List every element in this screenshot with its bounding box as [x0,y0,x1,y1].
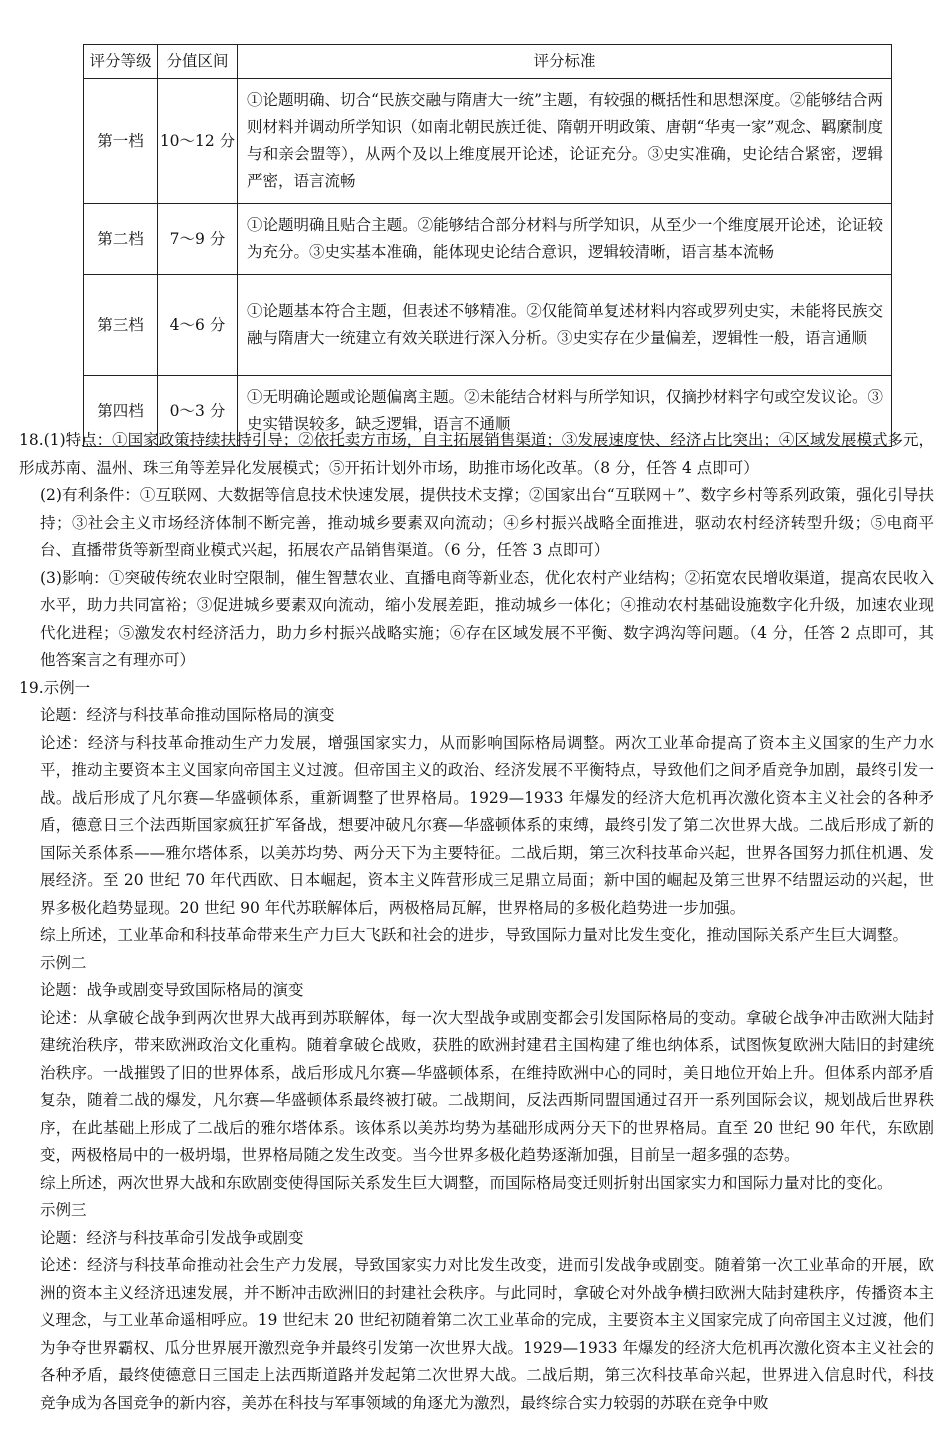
grade-level: 第三档 [84,275,158,376]
example2-thesis: 论题：战争或剧变导致国际格局的演变 [40,981,304,999]
header-range: 分值区间 [158,45,238,79]
grade-criteria: ①论题明确、切合“民族交融与隋唐大一统”主题，有较强的概括性和思想深度。②能够结合两则材料并调动所学知识（如南北朝民族迁徙、隋朝开明政策、唐朝“华夷一家”观念、羁縻制度与和亲会盟等），从两个及以上维度展开论述，论证充分。③史实准确，史论结合紧密，逻辑严密，语言流畅 [238,79,892,204]
table-row [84,79,892,204]
grade-level: 第二档 [84,204,158,275]
grade-level: 第一档 [84,79,158,204]
q19-example1-title [19,675,934,703]
grading-table [83,44,892,447]
example2-conclusion: 综上所述，两次世界大战和东欧剧变使得国际关系发生巨大调整，而国际格局变迁则折射出国家实力和国际力量对比的变化。 [40,1173,893,1192]
q18-part1-text: (1)特点：①国家政策持续扶持引导；②依托卖方市场，自主拓展销售渠道；③发展速度快、经济占比突出；④区域发展模式多元，形成苏南、温州、珠三角等差异化发展模式；⑤开拓计划外市场，助推市场化改革。（8 分，任答 4 点即可） [19,431,934,477]
grade-criteria: ①论题明确且贴合主题。②能够结合部分材料与所学知识，从至少一个维度展开论述，论证较为充分。③史实基本准确，能体现史论结合意识，逻辑较清晰，语言基本流畅 [238,204,892,275]
example3-thesis: 论题：经济与科技革命引发战争或剧变 [40,1228,304,1247]
example1-thesis: 论题：经济与科技革命推动国际格局的演变 [40,706,335,724]
grade-criteria: ①论题基本符合主题，但表述不够精准。②仅能简单复述材料内容或罗列史实，未能将民族交融与隋唐大一统建立有效关联进行深入分析。③史实存在少量偏差，逻辑性一般，语言通顺 [238,275,892,376]
score-range: 4～6 分 [158,275,238,376]
example3-argument: 论述：经济与科技革命推动社会生产力发展，导致国家实力对比发生改变，进而引发战争或剧变。随着第一次工业革命的开展，欧洲的资本主义经济迅速发展，并不断冲击欧洲旧的封建社会秩序。与此同时，拿破仑对外战争横扫欧洲大陆封建秩序，传播资本主义理念，与工业革命遥相呼应。19 世纪末 20 世纪初随着第二次工业革命的完成，主要资本主义国家完成了向帝国主义过渡，他们为争夺世界霸权、瓜分世界展开激烈竞争并最终引发第一次世界大战。1929—1933 年爆发的经济大危机再次激化资本主义社会的各种矛盾，最终使德意日三国走上法西斯道路并发起第二次世界大战。二战后期，第三次科技革命兴起，世界进入信息时代，科技竞争成为各国竞争的新内容，美苏在科技与军事领域的角逐尤为激烈，最终综合实力较弱的苏联在竞争中败 [40,1256,934,1412]
table-row [84,204,892,275]
grade-criteria: ①无明确论题或论题偏离主题。②未能结合材料与所学知识，仅摘抄材料字句或空发议论。③史实错误较多，缺乏逻辑，语言不通顺 [238,376,892,447]
grade-level: 第四档 [84,376,158,447]
example3-title: 示例三 [40,1201,87,1219]
table-header-row [84,45,892,79]
example1-argument: 论述：经济与科技革命推动生产力发展，增强国家实力，从而影响国际格局调整。两次工业革命提高了资本主义国家的生产力水平，推动主要资本主义国家向帝国主义过渡。但帝国主义的政治、经济发展不平衡特点，导致他们之间矛盾竞争加剧，最终引发一战。战后形成了凡尔赛—华盛顿体系，重新调整了世界格局。1929—1933 年爆发的经济大危机再次激化资本主义社会的各种矛盾，德意日三个法西斯国家疯狂扩军备战，想要冲破凡尔赛—华盛顿体系的束缚，最终引发了第二次世界大战。二战后形成了新的国际关系体系——雅尔塔体系，以美苏均势、两分天下为主要特征。二战后期，第三次科技革命兴起，世界各国努力抓住机遇、发展经济。至 20 世纪 70 年代西欧、日本崛起，资本主义阵营形成三足鼎立局面；新中国的崛起及第三世界不结盟运动的兴起，世界多极化趋势显现。20 世纪 90 年代苏联解体后，两极格局瓦解，世界格局的多极化趋势进一步加强。 [40,733,934,917]
score-range: 10～12 分 [158,79,238,204]
example2-argument: 论述：从拿破仑战争到两次世界大战再到苏联解体，每一次大型战争或剧变都会引发国际格局的变动。拿破仑战争冲击欧洲大陆封建统治秩序，带来欧洲政治文化重构。随着拿破仑战败，获胜的欧洲封建君主国构建了维也纳体系，试图恢复欧洲大陆旧的封建统治秩序。一战摧毁了旧的世界体系，战后形成凡尔赛—华盛顿体系，在维持欧洲中心的同时，美日地位开始上升。但体系内部矛盾复杂，随着二战的爆发，凡尔赛—华盛顿体系最终被打破。二战期间，反法西斯同盟国通过召开一系列国际会议，规划战后世界秩序，在此基础上形成了二战后的雅尔塔体系。该体系以美苏均势为基础形成两分天下的世界格局。直至 20 世纪 90 年代，东欧剧变，两极格局中的一极坍塌，世界格局随之发生改变。当今世界多极化趋势逐渐加强，目前呈一超多强的态势。 [40,1008,934,1164]
table-row [84,275,892,376]
example2-title: 示例二 [40,953,87,972]
header-level: 评分等级 [84,45,158,79]
q18-part1 [19,427,934,482]
example1-conclusion: 综上所述，工业革命和科技革命带来生产力巨大飞跃和社会的进步，导致国际力量对比发生变化，推动国际关系产生巨大调整。 [40,926,909,944]
q18-part2: (2)有利条件：①互联网、大数据等信息技术快速发展，提供技术支撑；②国家出台“互联网＋”、数字乡村等系列政策，强化引导扶持；③社会主义市场经济体制不断完善，推动城乡要素双向流动；④乡村振兴战略全面推进，驱动农村经济转型升级；⑤电商平台、直播带货等新型商业模式兴起，拓展农产品销售渠道。（6 分，任答 3 点即可） [40,486,934,559]
score-range: 0～3 分 [158,376,238,447]
example-title: 示例一 [43,678,91,697]
q18-part3: (3)影响：①突破传统农业时空限制，催生智慧农业、直播电商等新业态，优化农村产业结构；②拓宽农民增收渠道，提高农民收入水平，助力共同富裕；③促进城乡要素双向流动，缩小发展差距，推动城乡一体化；④推动农村基础设施数字化升级，加速农业现代化进程；⑤激发农村经济活力，助力乡村振兴战略实施；⑥存在区域发展不平衡、数字鸿沟等问题。（4 分，任答 2 点即可，其他答案言之有理亦可） [40,568,934,669]
answer-body [19,427,934,1417]
question-number: 19. [19,678,44,697]
score-range: 7～9 分 [158,204,238,275]
question-number: 18. [19,431,44,449]
header-criteria: 评分标准 [238,45,892,79]
